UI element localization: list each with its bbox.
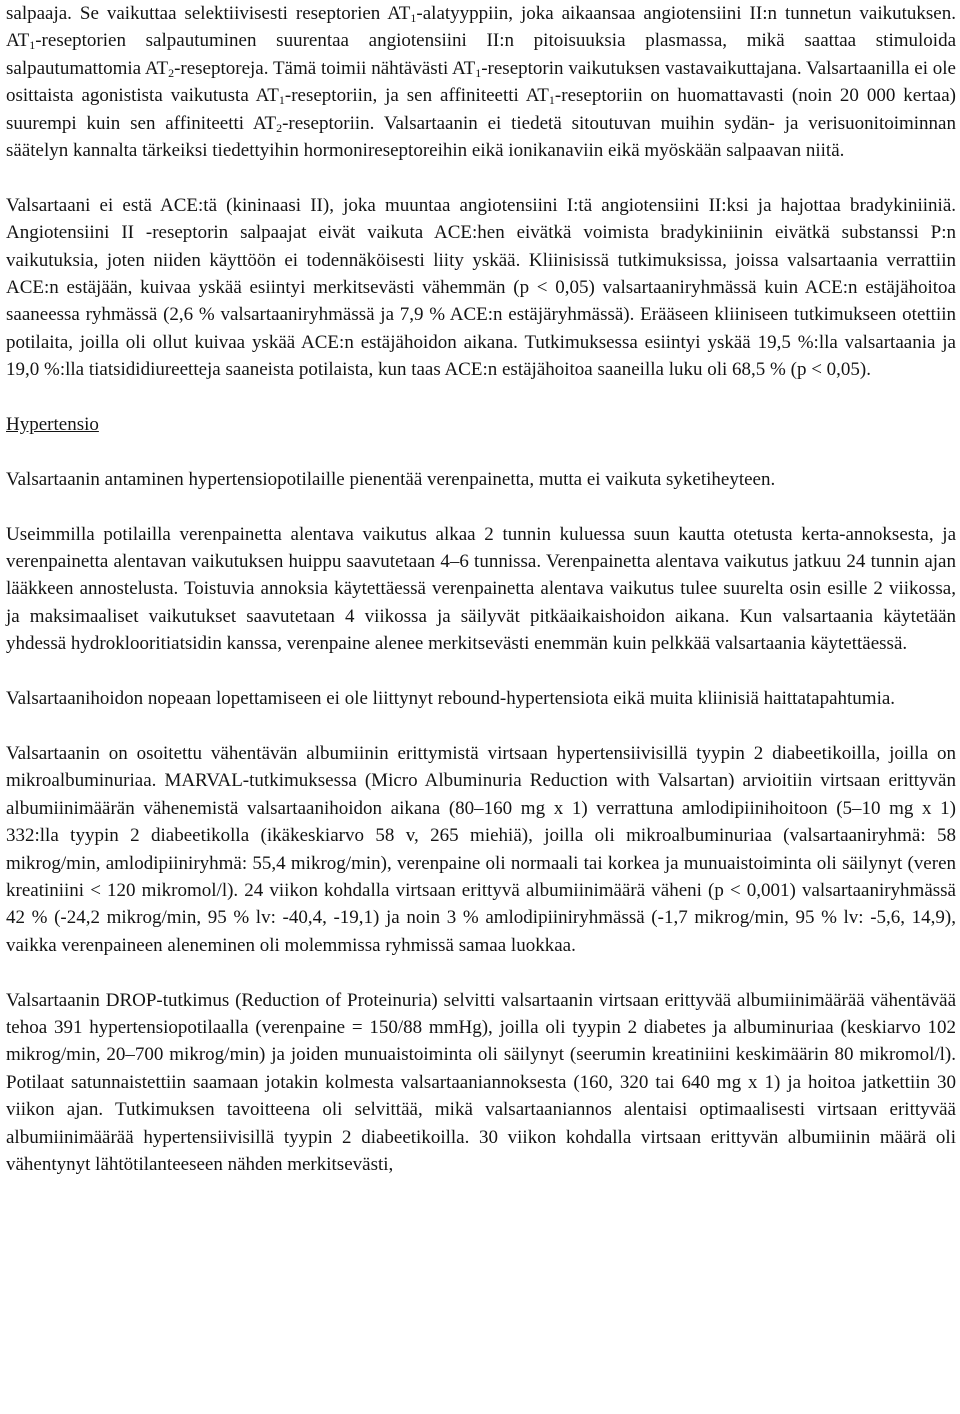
text-run: -reseptoreja. Tämä toimii nähtävästi AT: [174, 57, 476, 79]
text-run: -reseptorin vaikutuksen vastavaikuttajana. Valsartaanilla ei ole osittaista agonistista vaikutusta AT: [6, 57, 956, 107]
subscript: 1: [29, 38, 36, 53]
text-run: -reseptoriin on huomattavasti (noin 20 000 kertaa) suurempi kuin sen affiniteetti AT: [6, 85, 956, 134]
paragraph-ace-cough: Valsartaani ei estä ACE:tä (kininaasi II), joka muuntaa angiotensiini I:tä angiotensiini II:ksi ja hajottaa bradykiniiniä. Angiotensiini II -reseptorin salpaajat eivät vaikuta ACE:hen eivätkä voimista bradykiniinin eivätkä substanssi P:n vaikutuksia, joten niiden käyttöön ei todennäköisesti liity yskää. Kliinisissä tutkimuksissa, joissa valsartaania verrattiin ACE:n estäjään, kuivaa yskää esiintyi merkitsevästi vähemmän (p < 0,05) valsartaaniryhmässä kuin ACE:n estäjähoitoa saaneessa ryhmässä (2,6 % valsartaaniryhmässä ja 7,9 % ACE:n estäjäryhmässä). Erääseen kliiniseen tutkimukseen otettiin potilaita, joilla oli ollut kuivaa yskää ACE:n estäjähoidon aikana. Tutkimuksessa esiintyi yskää 19,5 %:lla valsartaania ja 19,0 %:lla tiatsididiureetteja saaneista potilaista, kun taas ACE:n estäjähoitoa saaneilla luku oli 68,5 % (p < 0,05).: [6, 194, 956, 381]
subscript: 1: [548, 93, 555, 108]
paragraph-onset: Useimmilla potilailla verenpainetta alentava vaikutus alkaa 2 tunnin kuluessa suun kautta otetusta kerta-annoksesta, ja verenpainetta alentavan vaikutuksen huippu saavutetaan 4–6 tunnissa. Verenpainetta alentava vaikutus jatkuu 24 tunnin ajan lääkkeen annostelusta. Toistuvia annoksia käytettäessä verenpainetta alentava vaikutus tulee suurelta osin esille 2 viikossa, ja maksimaaliset vaikutukset saavutetaan 4 viikossa ja säilyvät pitkäaikaishoidon aikana. Kun valsartaania käytetään yhdessä hydroklooritiatsidin kanssa, verenpaine alenee merkitsevästi enemmän kuin pelkkää valsartaania käytettäessä.: [6, 523, 956, 655]
paragraph-drop: Valsartaanin DROP-tutkimus (Reduction of Proteinuria) selvitti valsartaanin virtsaan erittyvää albumiinimäärää vähentävää tehoa 391 hypertensiopotilaalla (verenpaine = 150/88 mmHg), joilla oli tyypin 2 diabetes ja albuminuriaa (keskiarvo 102 mikrog/min, 20–700 mikrog/min) ja joiden munuaistoiminta oli säilynyt (seerumin kreatiniini keskimäärin 80 mikromol/l). Potilaat satunnaistettiin saamaan jotakin kolmesta valsartaaniannoksesta (160, 320 tai 640 mg x 1) ja hoitoa jatkettiin 30 viikon ajan. Tutkimuksen tavoitteena oli selvittää, mikä valsartaaniannos alentaisi optimaalisesti virtsaan erittyvää albumiinimäärää hypertensiivisillä tyypin 2 diabeetikoilla. 30 viikon kohdalla virtsaan erittyvän albumiinin määrä oli vähentynyt lähtötilanteeseen nähden merkitsevästi,: [6, 989, 956, 1175]
text-run: -reseptoriin, ja sen affiniteetti AT: [284, 85, 549, 107]
paragraph-marval: Valsartaanin on osoitettu vähentävän albumiinin erittymistä virtsaan hypertensiivisillä tyypin 2 diabeetikoilla, joilla on mikroalbuminuriaa. MARVAL-tutkimuksessa (Micro Albuminuria Reduction with Valsartan) arvioitiin virtsaan erittyvän albumiinimäärän vähenemistä valsartaanihoidon aikana (80–160 mg x 1) verrattuna amlodipiinihoitoon (5–10 mg x 1) 332:lla tyypin 2 diabeetikolla (ikäkeskiarvo 58 v, 265 miehiä), joilla oli mikroalbuminuriaa (valsartaaniryhmä: 58 mikrog/min, amlodipiiniryhmä: 55,4 mikrog/min), verenpaine oli normaali tai korkea ja munuaistoiminta oli säilynyt (veren kreatiniini < 120 mikromol/l). 24 viikon kohdalla virtsaan erittyvä albumiinimäärä väheni (p < 0,001) valsartaaniryhmässä 42 % (-24,2 mikrog/min, 95 % lv: -40,4, -19,1) ja noin 3 % amlodipiiniryhmässä (-1,7 mikrog/min, 95 % lv: -5,6, 14,9), vaikka verenpaineen aleneminen oli molemmissa ryhmissä samaa luokkaa.: [6, 742, 956, 956]
text-run: salpaaja. Se vaikuttaa selektiivisesti reseptorien AT: [6, 3, 411, 24]
paragraph-heart-rate: Valsartaanin antaminen hypertensiopotilaille pienentää verenpainetta, mutta ei vaikuta syketiheyteen.: [6, 468, 776, 490]
subscript: 1: [410, 11, 417, 25]
section-heading-hypertensio: Hypertensio: [6, 414, 99, 436]
paragraph-rebound: Valsartaanihoidon nopeaan lopettamiseen ei ole liittynyt rebound-hypertensiota eikä muita kliinisiä haittatapahtumia.: [6, 688, 896, 710]
document-page: [6, 0, 956, 1206]
subscript: 1: [475, 65, 482, 80]
paragraph-mechanism: [6, 0, 956, 164]
subscript: 2: [168, 65, 175, 80]
text-run: -alatyyppiin, joka aikaansaa angiotensiini II:n tunnetun vaikutuksen. AT: [6, 3, 956, 52]
text-run: -reseptoriin. Valsartaanin ei tiedetä sitoutuvan muihin sydän- ja verisuonitoiminnan säätelyn kannalta tärkeiksi tiedettyihin hormonireseptoreihin eikä ionikanaviin eikä myöskään salpaavan niitä.: [6, 112, 956, 162]
text-run: -reseptorien salpautuminen suurentaa angiotensiini II:n pitoisuuksia plasmassa, mikä saattaa stimuloida salpautumattomia AT: [6, 30, 956, 79]
subscript: 2: [276, 120, 283, 135]
subscript: 1: [278, 93, 285, 108]
